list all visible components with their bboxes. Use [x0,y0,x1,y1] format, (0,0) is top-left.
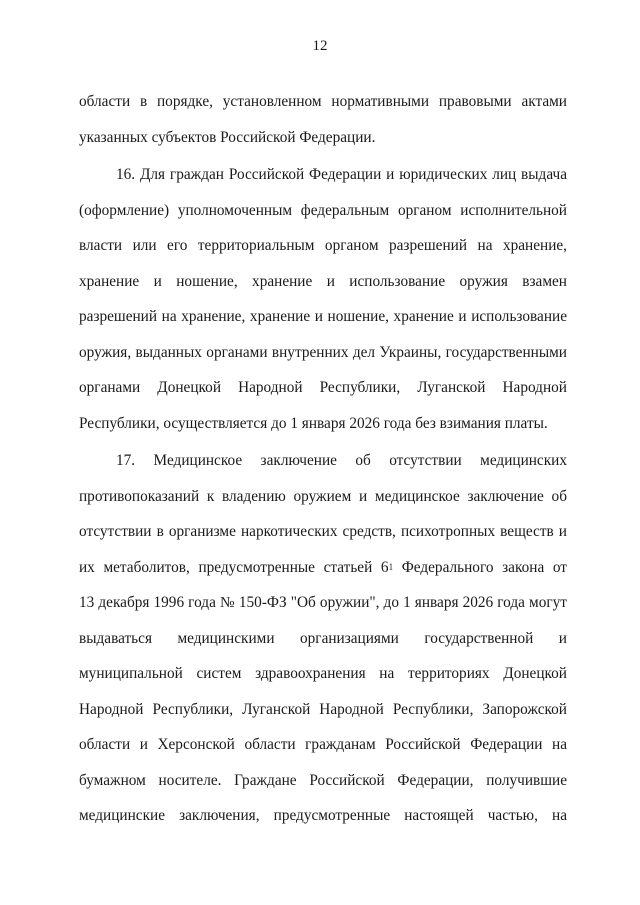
text-line: органами Донецкой Народной Республики, Луганской Народной [79,379,567,396]
text-line: области в порядке, установленном нормативными правовыми актами [79,93,567,110]
text-line: хранение и ношение, хранение и использование оружия взамен [79,272,567,290]
text-line: медицинские заключения, предусмотренные настоящей частью, на [79,807,567,824]
page-number: 12 [312,38,328,54]
text-line: муниципальной систем здравоохранения на территориях Донецкой [79,665,567,682]
text-line: власти или его территориальным органом разрешений на хранение, [79,237,567,254]
text-line: Республики, осуществляется до 1 января 2026 года без взимания платы. [79,414,548,432]
text-line: оружия, выданных органами внутренних дел Украины, государственными [79,343,567,361]
text-line-with-superscript [79,550,567,586]
text-line: противопоказаний к владению оружием и медицинское заключение об [79,487,567,505]
text-line: выдаваться медицинскими организациями государственной и [79,629,567,647]
text-segment: Федерального закона от [393,558,567,576]
text-line: области и Херсонской области гражданам Российской Федерации на [79,736,567,753]
text-segment: их метаболитов, предусмотренные статьей 6 [79,558,389,576]
text-line: (оформление) уполномоченным федеральным органом исполнительной [79,201,567,219]
text-line: разрешений на хранение, хранение и ношение, хранение и использование [79,308,567,325]
document-body [79,84,567,834]
article-superscript: 1 [388,561,394,572]
text-line: отсутствии в организме наркотических средств, психотропных веществ и [79,523,567,540]
paragraph-17 [79,443,567,834]
text-line: бумажном носителе. Граждане Российской Федерации, получившие [79,771,567,789]
text-line: Народной Республики, Луганской Народной Республики, Запорожской [79,700,567,718]
paragraph-continuation [79,84,567,155]
text-line: 17. Медицинское заключение об отсутствии медицинских [116,452,567,469]
text-line: 16. Для граждан Российской Федерации и юридических лиц выдача [116,166,567,183]
text-line: указанных субъектов Российской Федерации. [79,128,376,146]
paragraph-16 [79,157,567,441]
text-line: 13 декабря 1996 года № 150-ФЗ "Об оружии", до 1 января 2026 года могут [79,594,567,611]
